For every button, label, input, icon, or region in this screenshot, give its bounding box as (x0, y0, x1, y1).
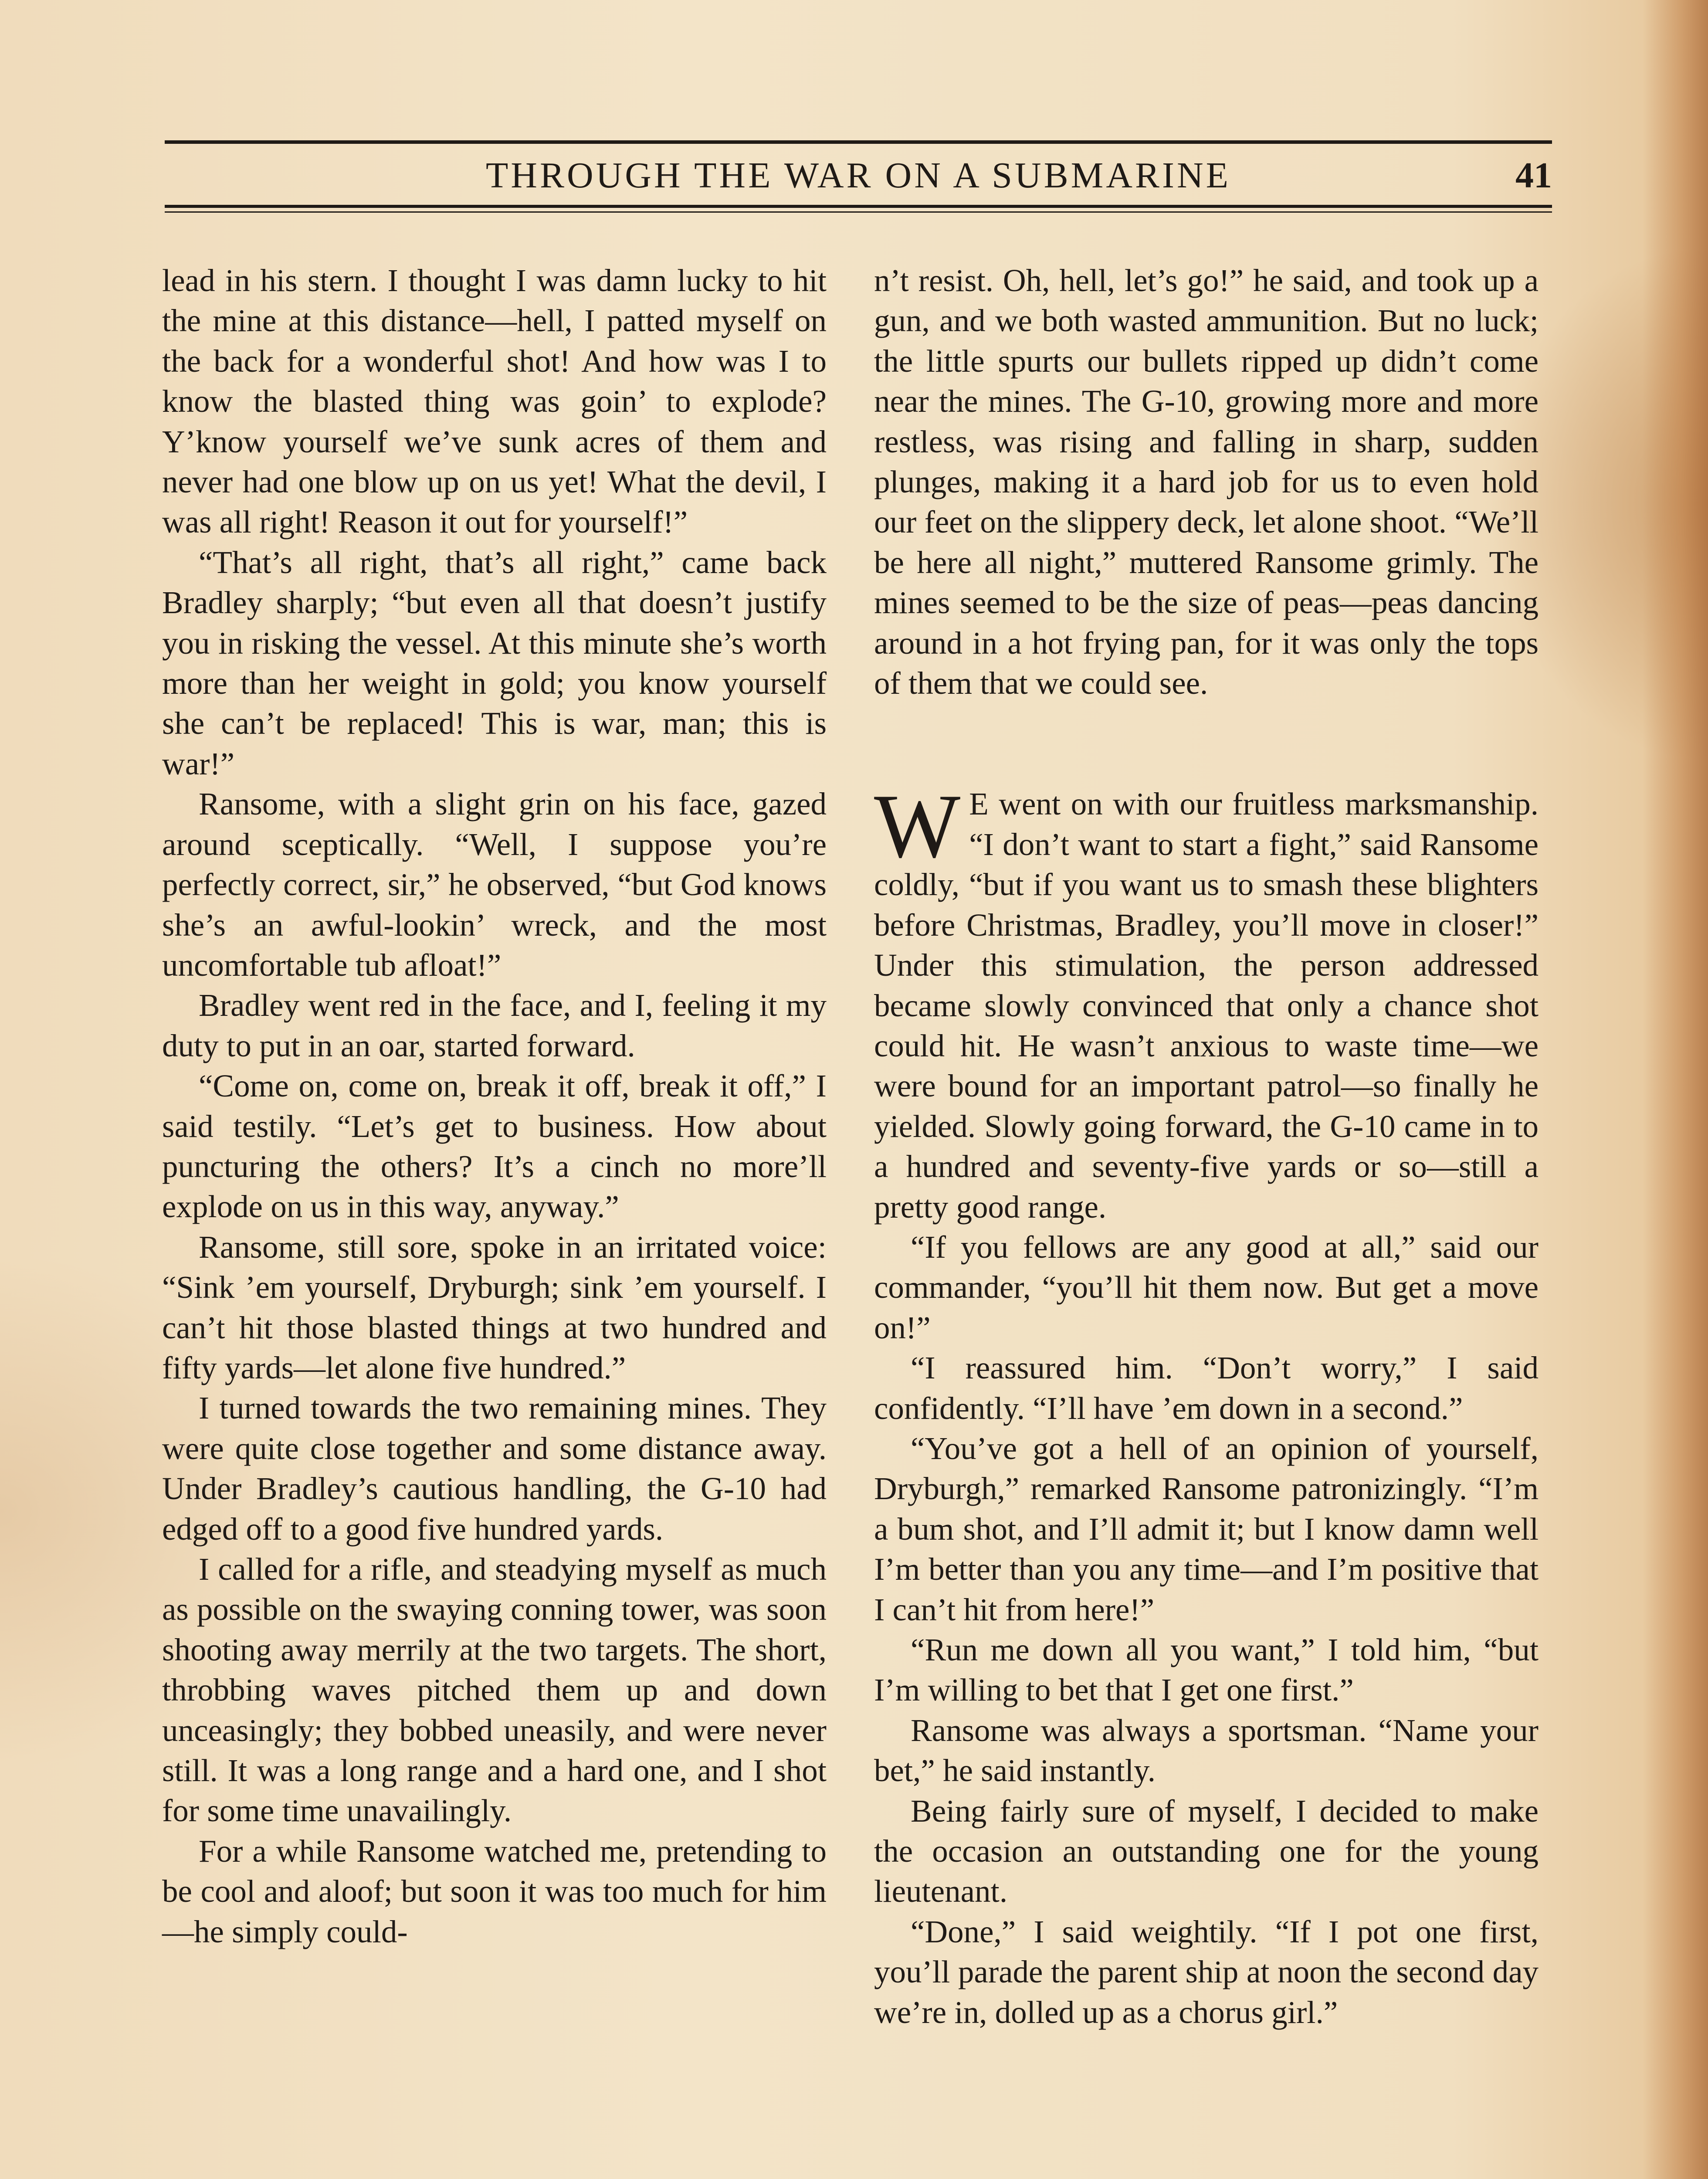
header-rule-bottom (165, 205, 1552, 208)
paragraph: “Run me down all you want,” I told him, “but I’m willing to bet that I get one first.” (874, 1632, 1539, 1708)
drop-cap-letter: W (874, 776, 961, 877)
header-rule-top (165, 140, 1552, 144)
drop-cap-paragraph (874, 776, 1539, 1227)
paragraph: Being fairly sure of myself, I decided to make the occasion an outstanding one for the young lieutenant. (874, 1793, 1539, 1909)
page-number: 41 (1515, 155, 1552, 196)
paragraph: I called for a rifle, and steadying myself as much as possible on the swaying conning tower, was soon shooting away merrily at the two targets. The short, throbbing waves pitched them up and down unceasingly; they bobbed uneasily, and were never still. It was a long range and a hard one, and I shot for some time unavailingly. (162, 1551, 827, 1829)
right-column (874, 261, 1539, 2033)
paragraph: “That’s all right, that’s all right,” came back Bradley sharply; “but even all that doesn’t justify you in risking the vessel. At this minute she’s worth more than her weight in gold; you know yourself she can’t be replaced! This is war, man; this is war!” (162, 544, 827, 781)
paragraph: Ransome, with a slight grin on his face, gazed around sceptically. “Well, I suppose you’re perfectly correct, sir,” he observed, “but God knows she’s an awful-lookin’ wreck, and the most uncomfortable tub afloat!” (162, 786, 827, 983)
paragraph: “I reassured him. “Don’t worry,” I said confidently. “I’ll have ’em down in a second.” (874, 1350, 1539, 1426)
page-spine-shadow (1643, 0, 1708, 2179)
paragraph: For a while Ransome watched me, pretending to be cool and aloof; but soon it was too much for him—he simply could- (162, 1833, 827, 1949)
paragraph: lead in his stern. I thought I was damn lucky to hit the mine at this distance—hell, I patted myself on the back for a wonderful shot! And how was I to know the blasted thing was goin’ to explode? Y’know yourself we’ve sunk acres of them and never had one blow up on us yet! What the devil, I was all right! Reason it out for yourself!” (162, 263, 827, 540)
paragraph: Ransome was always a sportsman. “Name your bet,” he said instantly. (874, 1712, 1539, 1789)
paragraph: “Done,” I said weightily. “If I pot one first, you’ll parade the parent ship at noon the second day we’re in, dolled up as a chorus girl.” (874, 1914, 1539, 2030)
paragraph: “You’ve got a hell of an opinion of yourself, Dryburgh,” remarked Ransome patronizingly. “I’m a bum shot, and I’ll admit it; but I know damn well I’m better than you any time—and I’m positive that I can’t hit from here!” (874, 1430, 1539, 1627)
drop-cap-paragraph-text: E went on with our fruitless marksmanship. “I don’t want to start a fight,” said Ransome coldly, “but if you want us to smash these blighters before Christmas, Bradley, you’ll move in closer!” Under this stimulation, the person addressed became slowly convinced that only a chance shot could hit. He wasn’t anxious to waste time—we were bound for an important patrol—so finally he yielded. Slowly going forward, the G-10 came in to a hundred and seventy-five yards or so—still a pretty good range. (874, 786, 1539, 1225)
paragraph: “If you fellows are any good at all,” said our commander, “you’ll hit them now. But get a move on!” (874, 1229, 1539, 1345)
paragraph: “Come on, come on, break it off, break it off,” I said testily. “Let’s get to business. How about puncturing the others? It’s a cinch no more’ll explode on us in this way, anyway.” (162, 1068, 827, 1225)
running-header-title: THROUGH THE WAR ON A SUBMARINE (485, 155, 1231, 196)
paragraph: Ransome, still sore, spoke in an irritated voice: “Sink ’em yourself, Dryburgh; sink ’em yourself. I can’t hit those blasted things at two hundred and fifty yards—let alone five hundred.” (162, 1229, 827, 1385)
paragraph: Bradley went red in the face, and I, feeling it my duty to put in an oar, started forward. (162, 988, 827, 1063)
paragraph: I turned towards the two remaining mines. They were quite close together and some distance away. Under Bradley’s cautious handling, the G-10 had edged off to a good five hundred yards. (162, 1390, 827, 1547)
paragraph: n’t resist. Oh, hell, let’s go!” he said, and took up a gun, and we both wasted ammunition. But no luck; the little spurts our bullets ripped up didn’t come near the mines. The G-10, growing more and more restless, was rising and falling in sharp, sudden plunges, making it a hard job for us to even hold our feet on the slippery deck, let alone shoot. “We’ll be here all night,” muttered Ransome grimly. The mines seemed to be the size of peas—peas dancing around in a hot frying pan, for it was only the tops of them that we could see. (874, 263, 1539, 701)
header-rule-bottom-thin (165, 211, 1552, 213)
left-column (162, 261, 827, 1952)
